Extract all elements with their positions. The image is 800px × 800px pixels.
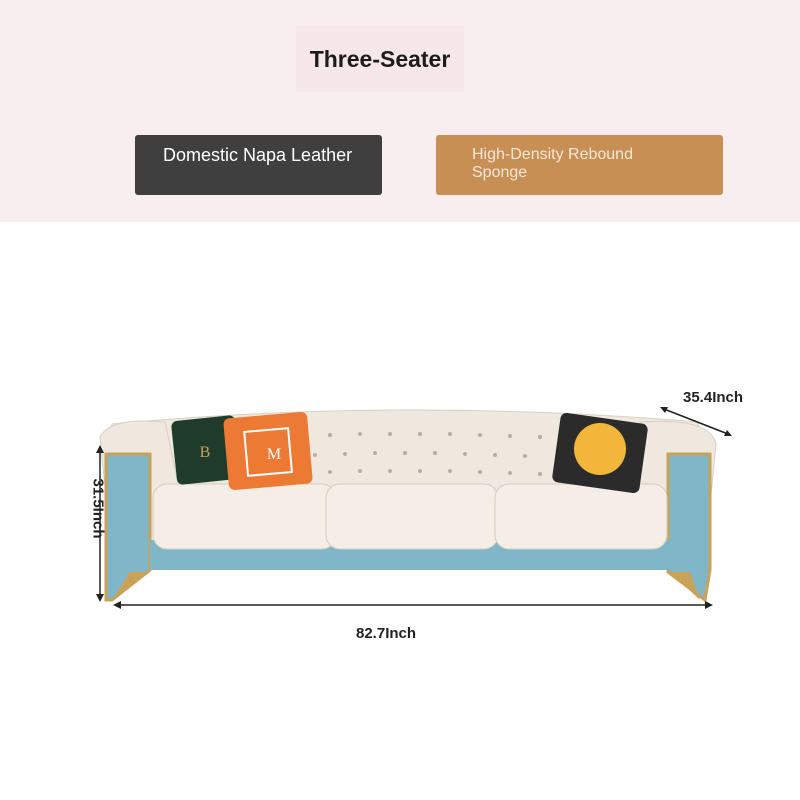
seat-cushion-left — [153, 484, 336, 549]
filling-label: High-Density Rebound Sponge — [472, 146, 633, 181]
sofa-illustration — [0, 222, 800, 800]
seat-cushion-middle — [326, 484, 498, 549]
page-title: Three-Seater — [309, 45, 451, 72]
height-label: 31.5Inch — [89, 478, 107, 539]
depth-label: 35.4Inch — [683, 389, 744, 406]
seat-cushion-right — [495, 484, 667, 549]
orange-pillow-letter: M — [266, 446, 282, 463]
green-pillow-letter: B — [199, 444, 211, 461]
material-label: Domestic Napa Leather — [163, 145, 353, 165]
title-box — [296, 26, 464, 92]
product-stage — [0, 222, 800, 800]
filling-tag — [436, 135, 723, 195]
houndstooth-pillow-emblem — [574, 423, 626, 475]
material-tag — [135, 135, 382, 195]
width-label: 82.7Inch — [356, 625, 417, 642]
